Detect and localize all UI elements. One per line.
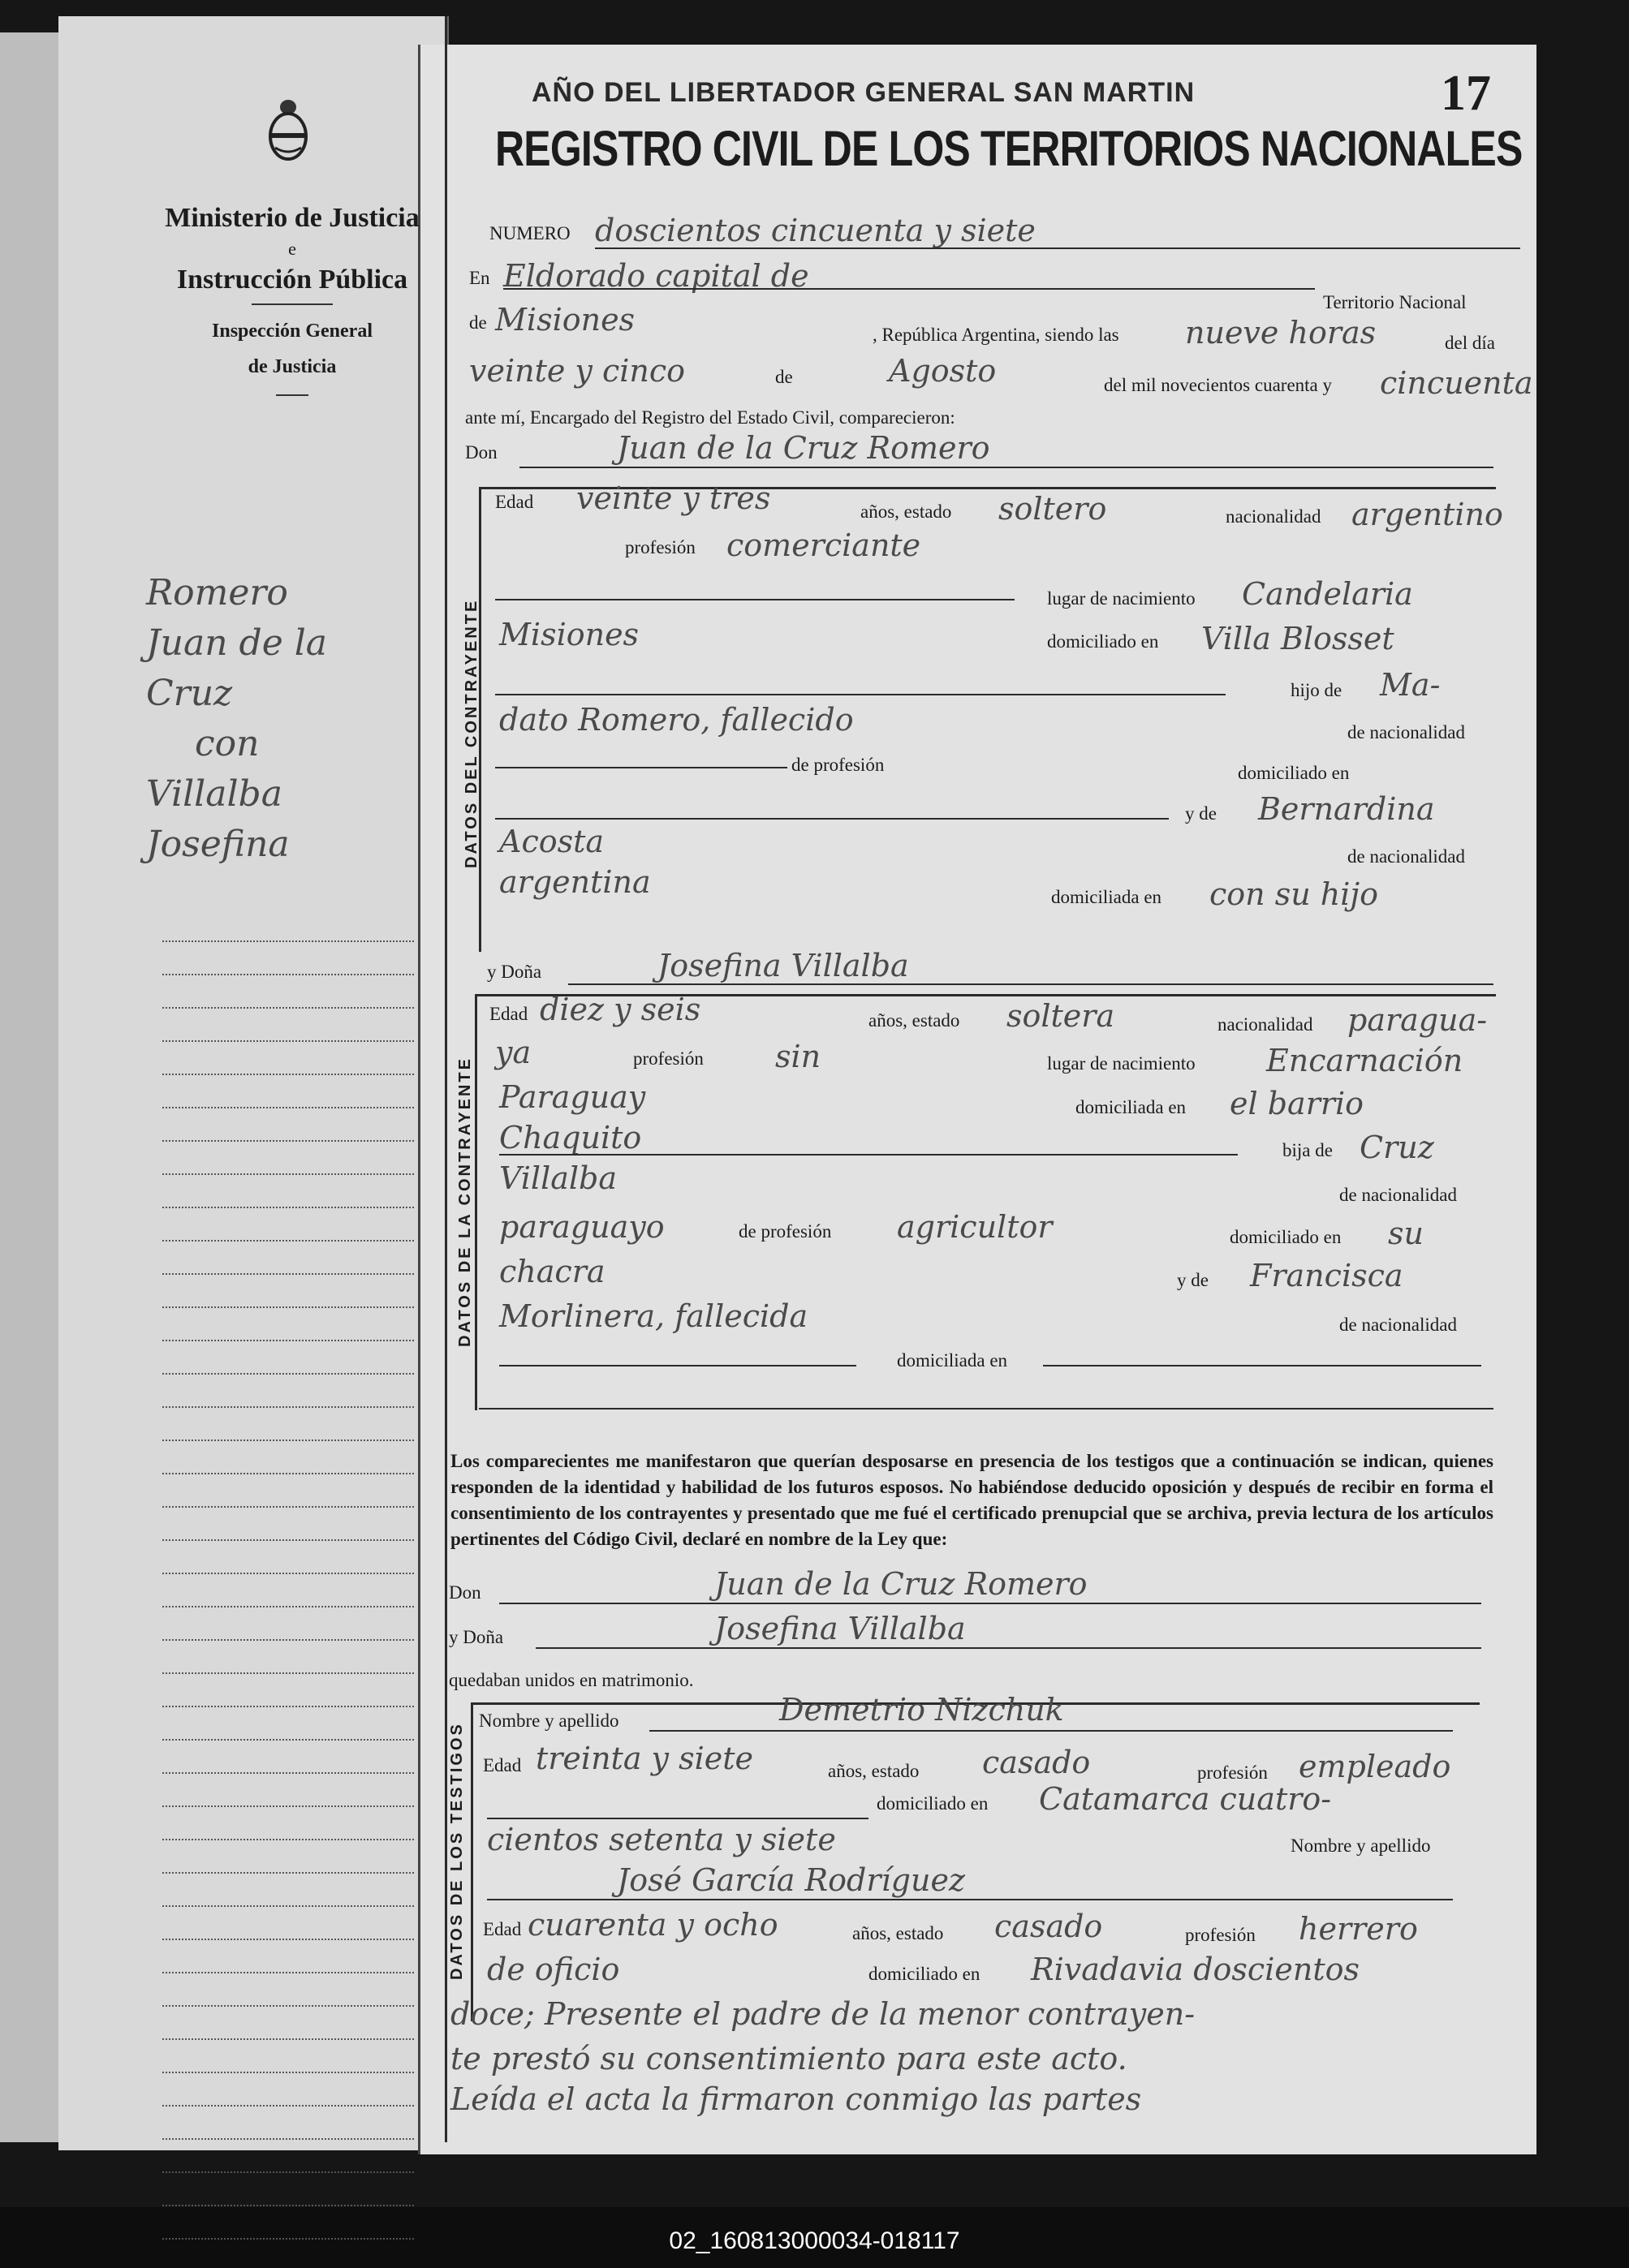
margin-line: Romero	[146, 572, 288, 613]
year-label: del mil novecientos cuarenta y	[1104, 375, 1333, 395]
territorio-label: Territorio Nacional	[1323, 292, 1467, 312]
groom-profesion: comerciante	[726, 527, 921, 563]
underline	[495, 818, 1169, 820]
y-dona-label: y Doña	[487, 962, 542, 982]
page-gutter-line	[445, 16, 447, 2142]
anos-label: años, estado	[860, 501, 952, 522]
profesion-label: profesión	[633, 1048, 704, 1069]
groom-section-label: DATOS DEL CONTRAYENTE	[463, 598, 481, 868]
hijo-label: hijo de	[1291, 680, 1342, 700]
witness1-profesion: empleado	[1299, 1749, 1451, 1784]
bride-domicilio-2: Chaquito	[499, 1120, 642, 1156]
bride-lugar: Encarnación	[1266, 1043, 1463, 1078]
del-dia-label: del día	[1445, 333, 1495, 353]
groom-mother-2: Acosta	[499, 824, 605, 859]
de-nac-label: de nacionalidad	[1339, 1185, 1457, 1205]
ministry-title: Ministerio de Justicia	[165, 203, 420, 233]
bride-father-dom: su	[1388, 1216, 1424, 1251]
don-value: Juan de la Cruz Romero	[617, 430, 990, 466]
underline	[519, 467, 1493, 468]
domiciliada-label: domiciliada en	[1051, 887, 1162, 907]
declaration-bride: Josefina Villalba	[714, 1611, 966, 1646]
image-caption: 02_160813000034-018117	[669, 2227, 960, 2254]
witness1-name: Demetrio Nizchuk	[779, 1692, 1064, 1728]
divider	[276, 394, 308, 396]
groom-father-1: Ma-	[1380, 667, 1441, 703]
groom-domicilio: Villa Blosset	[1201, 621, 1394, 656]
underline	[487, 1818, 868, 1819]
edad-label: Edad	[483, 1755, 522, 1775]
margin-line: con	[195, 723, 260, 764]
de-label: de	[469, 312, 487, 333]
de-prof-label: de profesión	[791, 755, 885, 775]
witness1-estado: casado	[982, 1745, 1091, 1780]
bride-age: diez y seis	[540, 992, 701, 1027]
domiciliada-en-label: domiciliada en	[897, 1350, 1008, 1371]
hour-value: nueve horas	[1185, 315, 1377, 351]
witness1-domicilio-2: cientos setenta y siete	[487, 1822, 836, 1857]
year-banner: AÑO DEL LIBERTADOR GENERAL SAN MARTIN	[532, 77, 1196, 108]
republica-label: , República Argentina, siendo las	[873, 325, 1119, 345]
de-prof-label: de profesión	[739, 1221, 832, 1242]
witness2-age: cuarenta y ocho	[528, 1907, 778, 1943]
groom-lugar-2: Misiones	[499, 617, 640, 652]
bride-father: Cruz	[1360, 1130, 1434, 1165]
domiciliado-label: domiciliado en	[1047, 631, 1159, 652]
bride-nacionalidad-2: ya	[495, 1035, 532, 1070]
bride-mother-2: Morlinera, fallecida	[499, 1298, 808, 1334]
ante-label: ante mí, Encargado del Registro del Estado Civil, comparecieron:	[465, 407, 955, 428]
quedaban-label: quedaban unidos en matrimonio.	[449, 1670, 694, 1690]
anos-label-2: años, estado	[852, 1923, 944, 1943]
bride-father-nac: paraguayo	[499, 1209, 665, 1245]
groom-mother-dom: con su hijo	[1209, 876, 1379, 912]
day-value: veinte y cinco	[469, 353, 686, 389]
bride-father-prof: agricultor	[897, 1209, 1053, 1245]
en-value: Eldorado capital de	[503, 258, 809, 294]
y-de-label: y de	[1185, 803, 1217, 824]
bride-section-label: DATOS DE LA CONTRAYENTE	[456, 1057, 474, 1347]
en-label: En	[469, 268, 490, 288]
de-nac-label-2: de nacionalidad	[1339, 1315, 1457, 1335]
territory-value: Misiones	[495, 302, 636, 338]
edad-label-2: Edad	[483, 1919, 522, 1939]
witness1-domicilio: Catamarca cuatro-	[1039, 1781, 1332, 1817]
groom-nacionalidad: argentino	[1351, 497, 1503, 532]
closing-line-1: doce; Presente el padre de la menor contrayen-	[450, 1996, 1196, 2032]
witness2-name: José García Rodríguez	[617, 1862, 965, 1898]
ruled-lines	[162, 909, 414, 2240]
ministry-conjunction: e	[288, 239, 296, 259]
left-page-edge	[0, 32, 65, 2142]
domiciliado-label: domiciliado en	[877, 1793, 989, 1814]
nombre-label: Nombre y apellido	[479, 1711, 619, 1731]
domiciliado-en-label: domiciliado en	[1238, 763, 1350, 783]
witness1-age: treinta y siete	[536, 1741, 754, 1776]
groom-estado: soltero	[998, 491, 1107, 527]
bija-label: bija de	[1282, 1140, 1333, 1160]
witness2-estado: casado	[994, 1909, 1103, 1944]
underline	[595, 247, 1520, 249]
domiciliado-en-label: domiciliado en	[1230, 1227, 1342, 1247]
witness2-domicilio: Rivadavia doscientos	[1031, 1952, 1360, 1987]
margin-line: Cruz	[146, 673, 233, 714]
witnesses-section-label: DATOS DE LOS TESTIGOS	[448, 1722, 466, 1980]
margin-line: Josefina	[146, 824, 290, 865]
profesion-label-2: profesión	[1185, 1925, 1256, 1945]
underline	[499, 1365, 856, 1366]
bride-domicilio: el barrio	[1230, 1086, 1364, 1121]
margin-line: Villalba	[146, 773, 282, 815]
don-label: Don	[465, 442, 498, 463]
nacionalidad-label: nacionalidad	[1217, 1014, 1313, 1035]
witness2-profesion: herrero	[1299, 1911, 1418, 1947]
nombre-label-2: Nombre y apellido	[1291, 1835, 1431, 1856]
de-nac-label: de nacionalidad	[1347, 722, 1465, 742]
bride-nacionalidad: paragua-	[1347, 1002, 1488, 1038]
coat-of-arms-icon	[264, 97, 312, 162]
dona-label: y Doña	[449, 1627, 504, 1647]
anos-label: años, estado	[828, 1761, 920, 1781]
groom-mother-1: Bernardina	[1258, 791, 1435, 827]
declaration-groom: Juan de la Cruz Romero	[714, 1566, 1088, 1602]
underline	[495, 694, 1226, 695]
ministry-block	[162, 203, 422, 406]
bride-mother: Francisca	[1250, 1258, 1403, 1293]
de-label-2: de	[775, 367, 793, 387]
inspection-line2: de Justicia	[248, 356, 337, 377]
margin-annotation	[146, 568, 430, 870]
don-label: Don	[449, 1582, 481, 1603]
y-de-label: y de	[1177, 1270, 1209, 1290]
groom-father-2: dato Romero, fallecido	[499, 702, 854, 738]
underline	[503, 288, 1315, 290]
de-nac-label-2: de nacionalidad	[1347, 846, 1465, 867]
declaration-text: Los comparecientes me manifestaron que querían desposarse en presencia de los testigos que a continuación se indican, quienes responden de la identidad y habilidad de los futuros esposos. No habiéndose deducido oposición y después de recibir en forma el consentimiento de los contrayentes y presentado que me fué el certificado prenupcial que se archiva, previa lectura de los artículos pertinentes del Código Civil, declaré en nombre de la Ley que:	[450, 1451, 1493, 1549]
witness2-profesion-2: de oficio	[487, 1952, 620, 1987]
divider	[252, 303, 333, 305]
margin-line: Juan de la	[146, 622, 328, 664]
groom-age: veinte y tres	[576, 480, 771, 516]
section-bottom-line	[479, 1408, 1493, 1409]
bride-estado: soltera	[1006, 998, 1115, 1034]
month-value: Agosto	[889, 353, 997, 389]
underline	[495, 599, 1015, 600]
domiciliado-label-2: domiciliado en	[868, 1964, 980, 1984]
groom-mother-nac: argentina	[499, 864, 651, 900]
ministry-subtitle: Instrucción Pública	[176, 265, 408, 295]
underline	[1043, 1365, 1481, 1366]
domiciliada-label: domiciliada en	[1075, 1097, 1187, 1117]
closing-line-3: Leída el acta la firmaron conmigo las partes	[450, 2081, 1142, 2117]
underline	[536, 1647, 1481, 1649]
page-number: 17	[1441, 66, 1491, 121]
groom-lugar: Candelaria	[1242, 576, 1413, 612]
lugar-label: lugar de nacimiento	[1047, 588, 1196, 609]
closing-line-2: te prestó su consentimiento para este acto.	[450, 2041, 1127, 2076]
underline	[499, 1154, 1238, 1156]
bride-lugar-2: Paraguay	[499, 1079, 646, 1115]
underline	[499, 1603, 1481, 1604]
year-value: cincuenta	[1380, 365, 1533, 401]
numero-value: doscientos cincuenta y siete	[595, 213, 1036, 248]
anos-label: años, estado	[868, 1010, 960, 1031]
page-title: REGISTRO CIVIL DE LOS TERRITORIOS NACIONALES	[495, 121, 1523, 176]
numero-label: NUMERO	[489, 223, 571, 243]
underline	[649, 1730, 1453, 1732]
underline	[487, 1899, 1453, 1900]
bride-profesion: sin	[775, 1039, 821, 1074]
nacionalidad-label: nacionalidad	[1226, 506, 1321, 527]
profesion-label: profesión	[625, 537, 696, 557]
bride-name: Josefina Villalba	[657, 948, 909, 983]
edad-label: Edad	[495, 492, 534, 512]
lugar-label: lugar de nacimiento	[1047, 1053, 1196, 1074]
bride-father-dom-2: chacra	[499, 1254, 605, 1289]
underline	[495, 767, 787, 768]
bride-father-2: Villalba	[499, 1160, 618, 1196]
profesion-label: profesión	[1197, 1762, 1268, 1783]
edad-label: Edad	[489, 1004, 528, 1024]
inspection-line1: Inspección General	[212, 321, 373, 342]
underline	[568, 983, 1493, 985]
